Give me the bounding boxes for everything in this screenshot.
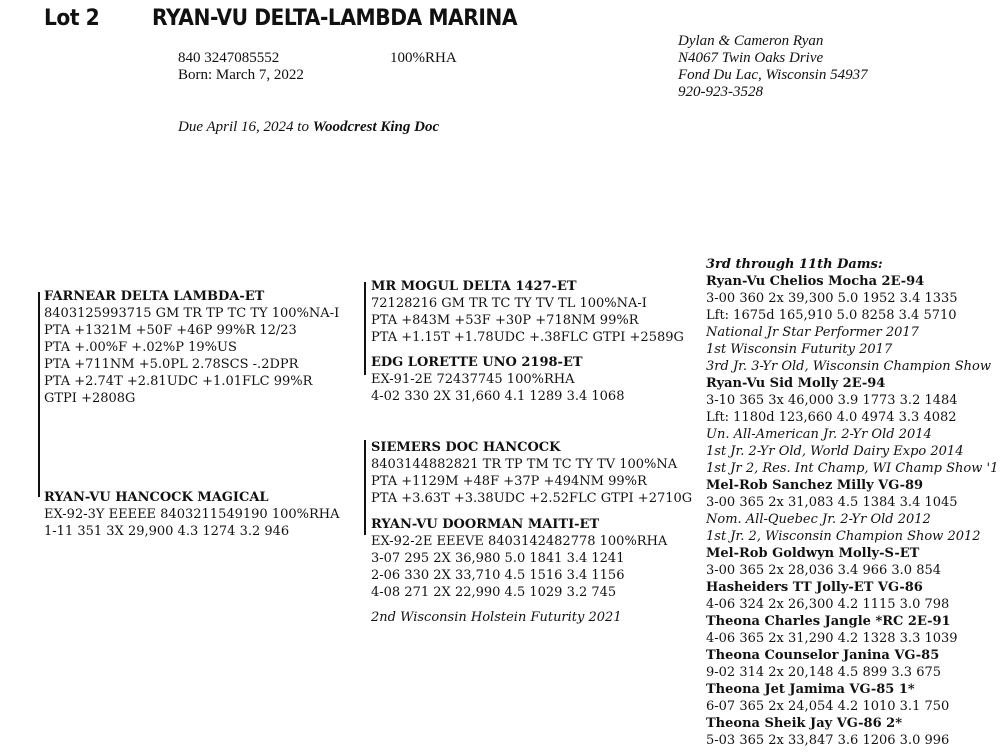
dam-dam-line: 4-08 271 2X 22,990 4.5 1029 3.2 745 (371, 585, 617, 600)
owner-block (678, 33, 868, 101)
dam-award: Un. All-American Jr. 2-Yr Old 2014 (706, 427, 932, 442)
registration-number: 840 3247085552 (178, 50, 280, 66)
dam-dam-line: 3-07 295 2X 36,980 5.0 1841 3.4 1241 (371, 551, 625, 566)
dam-sire-line: PTA +1129M +48F +37P +494NM 99%R (371, 474, 647, 489)
due-prefix: Due April 16, 2024 to (178, 119, 313, 135)
dam-award: Nom. All-Quebec Jr. 2-Yr Old 2012 (706, 512, 931, 527)
dam-name-entry: Mel-Rob Sanchez Milly VG-89 (706, 478, 924, 493)
dams-heading: 3rd through 11th Dams: (706, 257, 883, 272)
dam-dam-line: 2-06 330 2X 33,710 4.5 1516 3.4 1156 (371, 568, 625, 583)
sire-line: PTA +711NM +5.0PL 2.78SCS -.2DPR (44, 357, 299, 372)
dam-line: 1-11 351 3X 29,900 4.3 1274 3.2 946 (44, 524, 290, 539)
dam-name-entry: Ryan-Vu Chelios Mocha 2E-94 (706, 274, 925, 289)
pedigree-line-sire (364, 282, 366, 375)
due-sire: Woodcrest King Doc (312, 119, 440, 135)
lot-number: Lot 2 (44, 6, 100, 31)
dam-name-entry: Theona Counselor Janina VG-85 (706, 648, 940, 663)
dam-record: 9-02 314 2x 20,148 4.5 899 3.3 675 (706, 665, 942, 680)
dam-award: 1st Jr 2, Res. Int Champ, WI Champ Show '1 (706, 461, 999, 476)
sire-sire-line: PTA +1.15T +1.78UDC +.38FLC GTPI +2589G (371, 330, 684, 345)
dam-name-entry: Mel-Rob Goldwyn Molly-S-ET (706, 546, 920, 561)
dam-award: 1st Jr. 2-Yr Old, World Dairy Expo 2014 (706, 444, 964, 459)
dam-sire-line: 8403144882821 TR TP TM TC TY TV 100%NA (371, 457, 678, 472)
dam-record: Lft: 1675d 165,910 5.0 8258 3.4 5710 (706, 308, 957, 323)
sire-line: 8403125993715 GM TR TP TC TY 100%NA-I (44, 306, 340, 321)
dams-list (706, 273, 1000, 749)
dam-record: 4-06 324 2x 26,300 4.2 1115 3.0 798 (706, 597, 950, 612)
sire-dam-line: EX-91-2E 72437745 100%RHA (371, 372, 575, 387)
dam-dam-name: RYAN-VU DOORMAN MAITI-ET (371, 517, 600, 532)
dam-record: 5-03 365 2x 33,847 3.6 1206 3.0 996 (706, 733, 950, 748)
sire-sire-name: MR MOGUL DELTA 1427-ET (371, 279, 577, 294)
sire-dam-block (371, 354, 624, 405)
sire-dam-line: 4-02 330 2X 31,660 4.1 1289 3.4 1068 (371, 389, 625, 404)
dam-record: 3-00 365 2x 31,083 4.5 1384 3.4 1045 (706, 495, 958, 510)
owner-city: Fond Du Lac, Wisconsin 54937 (678, 67, 868, 83)
dam-award: 1st Wisconsin Futurity 2017 (706, 342, 893, 357)
dam-sire-block (371, 439, 692, 507)
dam-record: 3-00 365 2x 28,036 3.4 966 3.0 854 (706, 563, 942, 578)
dam-name-entry: Ryan-Vu Sid Molly 2E-94 (706, 376, 886, 391)
dam-record: 6-07 365 2x 24,054 4.2 1010 3.1 750 (706, 699, 950, 714)
dams-column (706, 256, 1000, 749)
sire-line: GTPI +2808G (44, 391, 136, 406)
dam-award: 1st Jr. 2, Wisconsin Champion Show 2012 (706, 529, 981, 544)
dam-sire-line: PTA +3.63T +3.38UDC +2.52FLC GTPI +2710G (371, 491, 693, 506)
sire-line: PTA +.00%F +.02%P 19%US (44, 340, 237, 355)
dam-record: 3-00 360 2x 39,300 5.0 1952 3.4 1335 (706, 291, 958, 306)
sire-sire-block (371, 278, 684, 346)
dam-dam-line: EX-92-2E EEEVE 8403142482778 100%RHA (371, 534, 668, 549)
dam-record: 3-10 365 3x 46,000 3.9 1773 3.2 1484 (706, 393, 958, 408)
rha-percent: 100%RHA (390, 50, 457, 66)
sire-block (44, 288, 339, 407)
futurity-note: 2nd Wisconsin Holstein Futurity 2021 (371, 610, 622, 625)
dam-record: Lft: 1180d 123,660 4.0 4974 3.3 4082 (706, 410, 957, 425)
owner-name: Dylan & Cameron Ryan (678, 33, 824, 49)
dam-block (44, 489, 340, 540)
dam-award: National Jr Star Performer 2017 (706, 325, 919, 340)
dam-name-entry: Theona Sheik Jay VG-86 2* (706, 716, 902, 731)
owner-phone: 920-923-3528 (678, 84, 763, 100)
pedigree-line-main (38, 292, 40, 497)
birth-date: Born: March 7, 2022 (178, 67, 304, 83)
dam-line: EX-92-3Y EEEEE 8403211549190 100%RHA (44, 507, 340, 522)
pedigree-line-dam (364, 440, 366, 535)
dam-name-entry: Theona Jet Jamima VG-85 1* (706, 682, 915, 697)
animal-name: RYAN-VU DELTA-LAMBDA MARINA (152, 6, 518, 31)
sire-name: FARNEAR DELTA LAMBDA-ET (44, 289, 265, 304)
sire-line: PTA +1321M +50F +46P 99%R 12/23 (44, 323, 297, 338)
dam-sire-name: SIEMERS DOC HANCOCK (371, 440, 561, 455)
dam-award: 3rd Jr. 3-Yr Old, Wisconsin Champion Show (706, 359, 991, 374)
dam-name: RYAN-VU HANCOCK MAGICAL (44, 490, 269, 505)
dam-name-entry: Theona Charles Jangle *RC 2E-91 (706, 614, 951, 629)
dam-dam-block (371, 516, 667, 601)
sire-sire-line: 72128216 GM TR TC TY TV TL 100%NA-I (371, 296, 647, 311)
sire-sire-line: PTA +843M +53F +30P +718NM 99%R (371, 313, 639, 328)
sire-line: PTA +2.74T +2.81UDC +1.01FLC 99%R (44, 374, 313, 389)
due-date (178, 119, 439, 136)
dam-record: 4-06 365 2x 31,290 4.2 1328 3.3 1039 (706, 631, 958, 646)
dam-name-entry: Hasheiders TT Jolly-ET VG-86 (706, 580, 923, 595)
sire-dam-name: EDG LORETTE UNO 2198-ET (371, 355, 583, 370)
owner-street: N4067 Twin Oaks Drive (678, 50, 824, 66)
